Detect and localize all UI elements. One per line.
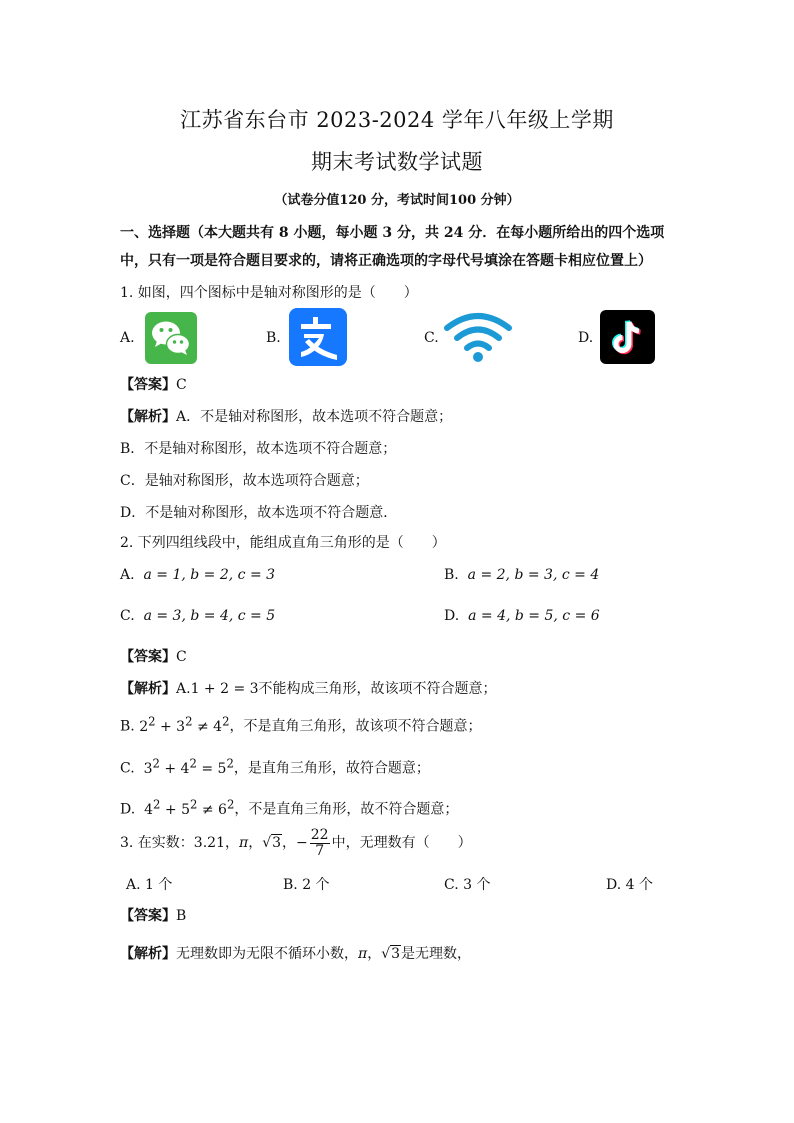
option-value: a = 2, b = 3, c = 4: [467, 567, 600, 583]
option-label: C.: [120, 608, 135, 624]
pi-symbol: π: [358, 946, 368, 962]
q1-option-d-label: D.: [578, 330, 594, 346]
q2-stem: 2. 下列四组线段中，能组成直角三角形的是（ ）: [120, 535, 446, 551]
analysis-prefix: D.: [120, 801, 136, 818]
fraction-numerator: 22: [310, 827, 329, 843]
q1-option-c-label: C.: [424, 330, 439, 346]
analysis-math: $2^2 + 3^2 \ne 4^2$: [139, 714, 230, 735]
q1-analysis-2: C．是轴对称图形，故本选项符合题意；: [120, 473, 369, 489]
wechat-icon: [145, 312, 197, 364]
alipay-icon: [289, 308, 347, 366]
stem-prefix: 3. 在实数：3.21，: [120, 835, 239, 852]
wifi-icon: [442, 310, 514, 364]
q2-analysis-a: [120, 678, 497, 698]
q2-analysis-d: [120, 797, 458, 819]
analysis-suffix: 是无理数，: [401, 946, 472, 962]
fraction-denominator: 7: [315, 842, 325, 859]
minus-sign: −: [296, 835, 308, 852]
q3-option-d: D. 4 个: [606, 877, 653, 893]
analysis-prefix: A.: [176, 681, 191, 697]
analysis-text: 不能构成三角形，故该项不符合题意；: [258, 681, 497, 697]
q2-option-b: [444, 567, 599, 583]
analysis-label: 【解析】: [120, 409, 176, 425]
q1-analysis-0: [120, 406, 452, 426]
section-header-line2: 中，只有一项是符合题目要求的，请将正确选项的字母代号填涂在答题卡相应位置上）: [120, 253, 652, 269]
q1-analysis-1: B．不是轴对称图形，故本选项不符合题意；: [120, 441, 397, 457]
sqrt-radicand: 3: [391, 946, 401, 962]
analysis-math: $3^2 + 4^2 = 5^2$: [143, 756, 234, 777]
answer-value: C: [176, 649, 187, 665]
answer-label: 【答案】: [120, 649, 176, 665]
answer-value: C: [176, 377, 187, 393]
option-label: B.: [444, 567, 459, 583]
q2-option-d: [444, 608, 600, 624]
section-header-line1: 一、选择题（本大题共有 8 小题，每小题 3 分，共 24 分．在每小题所给出的四个选项: [120, 225, 665, 241]
answer-label: 【答案】: [120, 377, 176, 393]
option-label: A.: [120, 567, 135, 583]
analysis-text: ，不是直角三角形，故该项不符合题意；: [229, 718, 482, 735]
q1-answer: [120, 374, 187, 394]
analysis-label: 【解析】: [120, 681, 176, 697]
analysis-text: ，不是直角三角形，故不符合题意；: [234, 801, 459, 818]
option-value: a = 1, b = 2, c = 3: [143, 567, 276, 583]
q2-option-a: [120, 567, 275, 583]
option-label: D.: [444, 608, 460, 624]
q3-option-a: A. 1 个: [126, 877, 173, 893]
answer-label: 【答案】: [120, 908, 176, 924]
analysis-prefix: C.: [120, 760, 135, 777]
q1-option-b-label: B.: [266, 330, 281, 346]
q2-option-c: [120, 608, 275, 624]
analysis-math: 1 + 2 = 3: [190, 681, 259, 697]
fraction: [310, 828, 330, 858]
q2-analysis-b: [120, 714, 481, 736]
q3-stem: 3. 在实数：3.21，π，√3，− $\frac{22}{7}$ 中，无理数有（ ）: [120, 827, 472, 859]
pi-symbol: π: [238, 835, 249, 852]
stem-suffix: 中，无理数有（ ）: [331, 835, 472, 852]
answer-value: B: [176, 908, 187, 924]
q3-answer: [120, 905, 186, 925]
separator: ，: [367, 946, 382, 962]
q2-analysis-c: [120, 756, 430, 778]
analysis-math: $4^2 + 5^2 \ne 6^2$: [144, 797, 235, 818]
option-value: a = 4, b = 5, c = 6: [468, 608, 600, 624]
sqrt-radicand: 3: [272, 835, 282, 852]
analysis-label: 【解析】: [120, 946, 176, 962]
tiktok-icon: [600, 310, 655, 364]
q1-stem: 1. 如图，四个图标中是轴对称图形的是（ ）: [120, 285, 418, 301]
q1-analysis-3: D．不是轴对称图形，故本选项不符合题意．: [120, 505, 398, 521]
page-subtitle: 期末考试数学试题: [311, 150, 483, 174]
analysis-prefix: B.: [120, 718, 135, 735]
separator: ，: [248, 835, 263, 852]
q3-option-c: C. 3 个: [444, 877, 491, 893]
q3-analysis: 【解析】无理数即为无限不循环小数，π，√3是无理数，: [120, 946, 472, 962]
analysis-text: ，是直角三角形，故符合题意；: [233, 760, 430, 777]
q1-option-a-label: A.: [120, 330, 135, 346]
q3-option-b: B. 2 个: [283, 877, 330, 893]
option-value: a = 3, b = 4, c = 5: [143, 608, 276, 624]
q2-answer: [120, 646, 187, 666]
analysis-prefix: 无理数即为无限不循环小数，: [176, 946, 358, 962]
separator: ，: [282, 835, 297, 852]
analysis-text: A．不是轴对称图形，故本选项不符合题意；: [176, 409, 453, 425]
page-title: 江苏省东台市 2023-2024 学年八年级上学期: [180, 108, 614, 132]
exam-note: （试卷分值120 分，考试时间100 分钟）: [274, 193, 520, 208]
